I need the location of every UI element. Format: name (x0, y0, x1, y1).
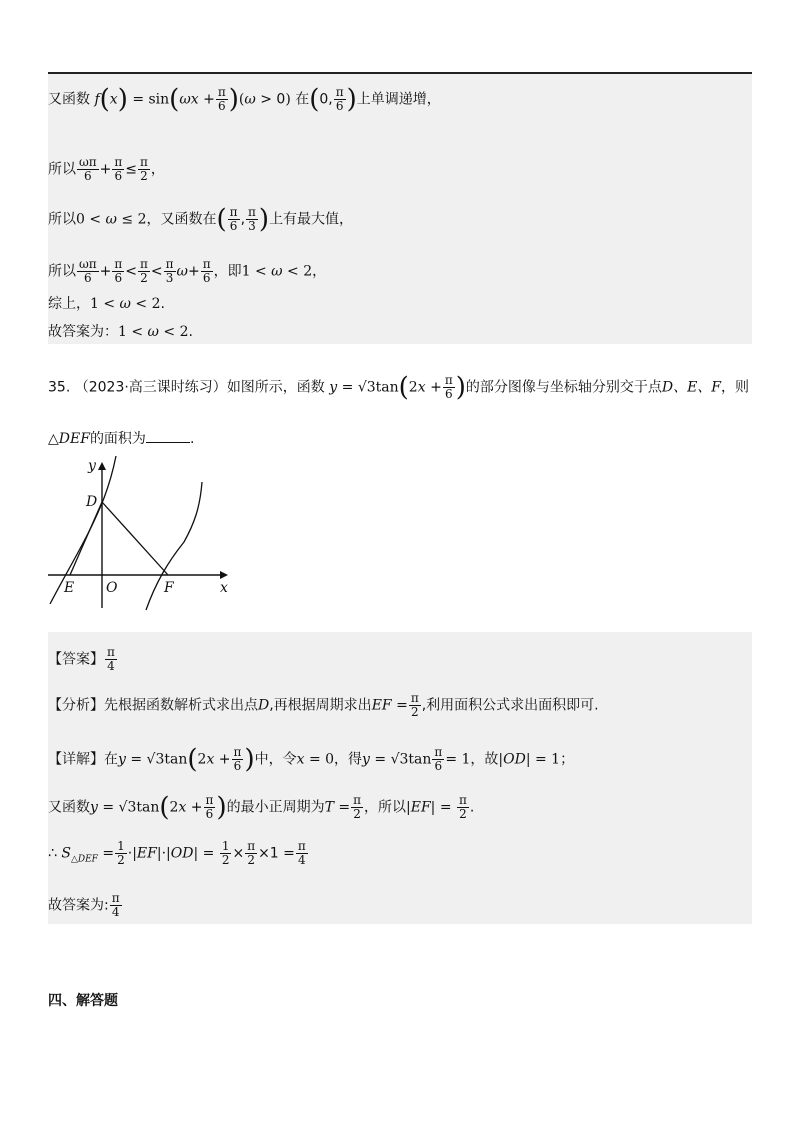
point-d-label: D (86, 494, 98, 510)
answer-box (48, 632, 752, 924)
point-f-label: F (164, 580, 174, 596)
x-axis-label: x (220, 580, 228, 596)
prev-line-1: 又函数 f(x) = sin(ωx + $\frac{\pi}{6}$ )(ω > 0) 在(0, $\frac{\pi}{6}$ )上单调递增， (48, 84, 441, 115)
section-heading: 四、解答题 (48, 993, 118, 1009)
prev-line-5: 综上，1 < ω < 2. (48, 296, 165, 312)
area-line: ∴ $S_{\triangle DEF}$ = $\frac{1}{2}$ ·|EF|·|OD| = $\frac{1}{2}$ × $\frac{\pi}{2}$ ×1 = $\frac{\pi}{4}$ (48, 839, 306, 867)
answer-line: 【答案】 $\frac{\pi}{4}$ (48, 645, 115, 673)
prev-line-6: 故答案为：1 < ω < 2. (48, 324, 193, 340)
question-35-cont: △DEF的面积为 . (48, 428, 194, 449)
point-e-label: E (64, 580, 75, 596)
tangent-graph-figure (44, 452, 244, 612)
analysis-line: 【分析】先根据函数解析式求出点D,再根据周期求出EF = $\frac{\pi}{2}$ ,利用面积公式求出面积即可. (48, 691, 599, 719)
origin-label: O (106, 580, 118, 596)
detail-line: 【详解】在y = √3tan(2x + $\frac{\pi}{6}$ )中，令x = 0，得y = √3tan $\frac{\pi}{6}$ = 1，故|OD| = 1； (48, 744, 575, 775)
segment-ed (70, 502, 102, 575)
x-axis-arrow (220, 571, 228, 579)
tangent-branch-right (146, 482, 202, 610)
segment-df (102, 502, 168, 575)
y-axis-label: y (88, 458, 96, 474)
period-line: 又函数y = √3tan(2x + $\frac{\pi}{6}$ )的最小正周期为T = $\frac{\pi}{2}$ ，所以|EF| = $\frac{\pi}{2}$ . (48, 792, 475, 823)
final-answer-line: 故答案为: $\frac{\pi}{4}$ (48, 891, 120, 919)
answer-blank (146, 428, 190, 443)
y-axis-arrow (98, 462, 106, 470)
prev-line-2: 所以 $\frac{\omega\pi}{6}$ + $\frac{\pi}{6}$ ≤ $\frac{\pi}{2}$ ， (48, 155, 165, 183)
question-35: 35. （2023·高三课时练习）如图所示，函数 y = √3tan(2x + $\frac{\pi}{6}$ )的部分图像与坐标轴分别交于点D、E、F，则 (48, 372, 750, 403)
prev-line-3: 所以0 < ω ≤ 2，又函数在( $\frac{\pi}{6}$ , $\frac{\pi}{3}$ )上有最大值， (48, 204, 354, 235)
prev-line-4: 所以 $\frac{\omega\pi}{6}$ + $\frac{\pi}{6}$ < $\frac{\pi}{2}$ < $\frac{\pi}{3}$ ω+ $\frac{\pi}{6}$ ，即1 < ω < 2， (48, 257, 327, 285)
